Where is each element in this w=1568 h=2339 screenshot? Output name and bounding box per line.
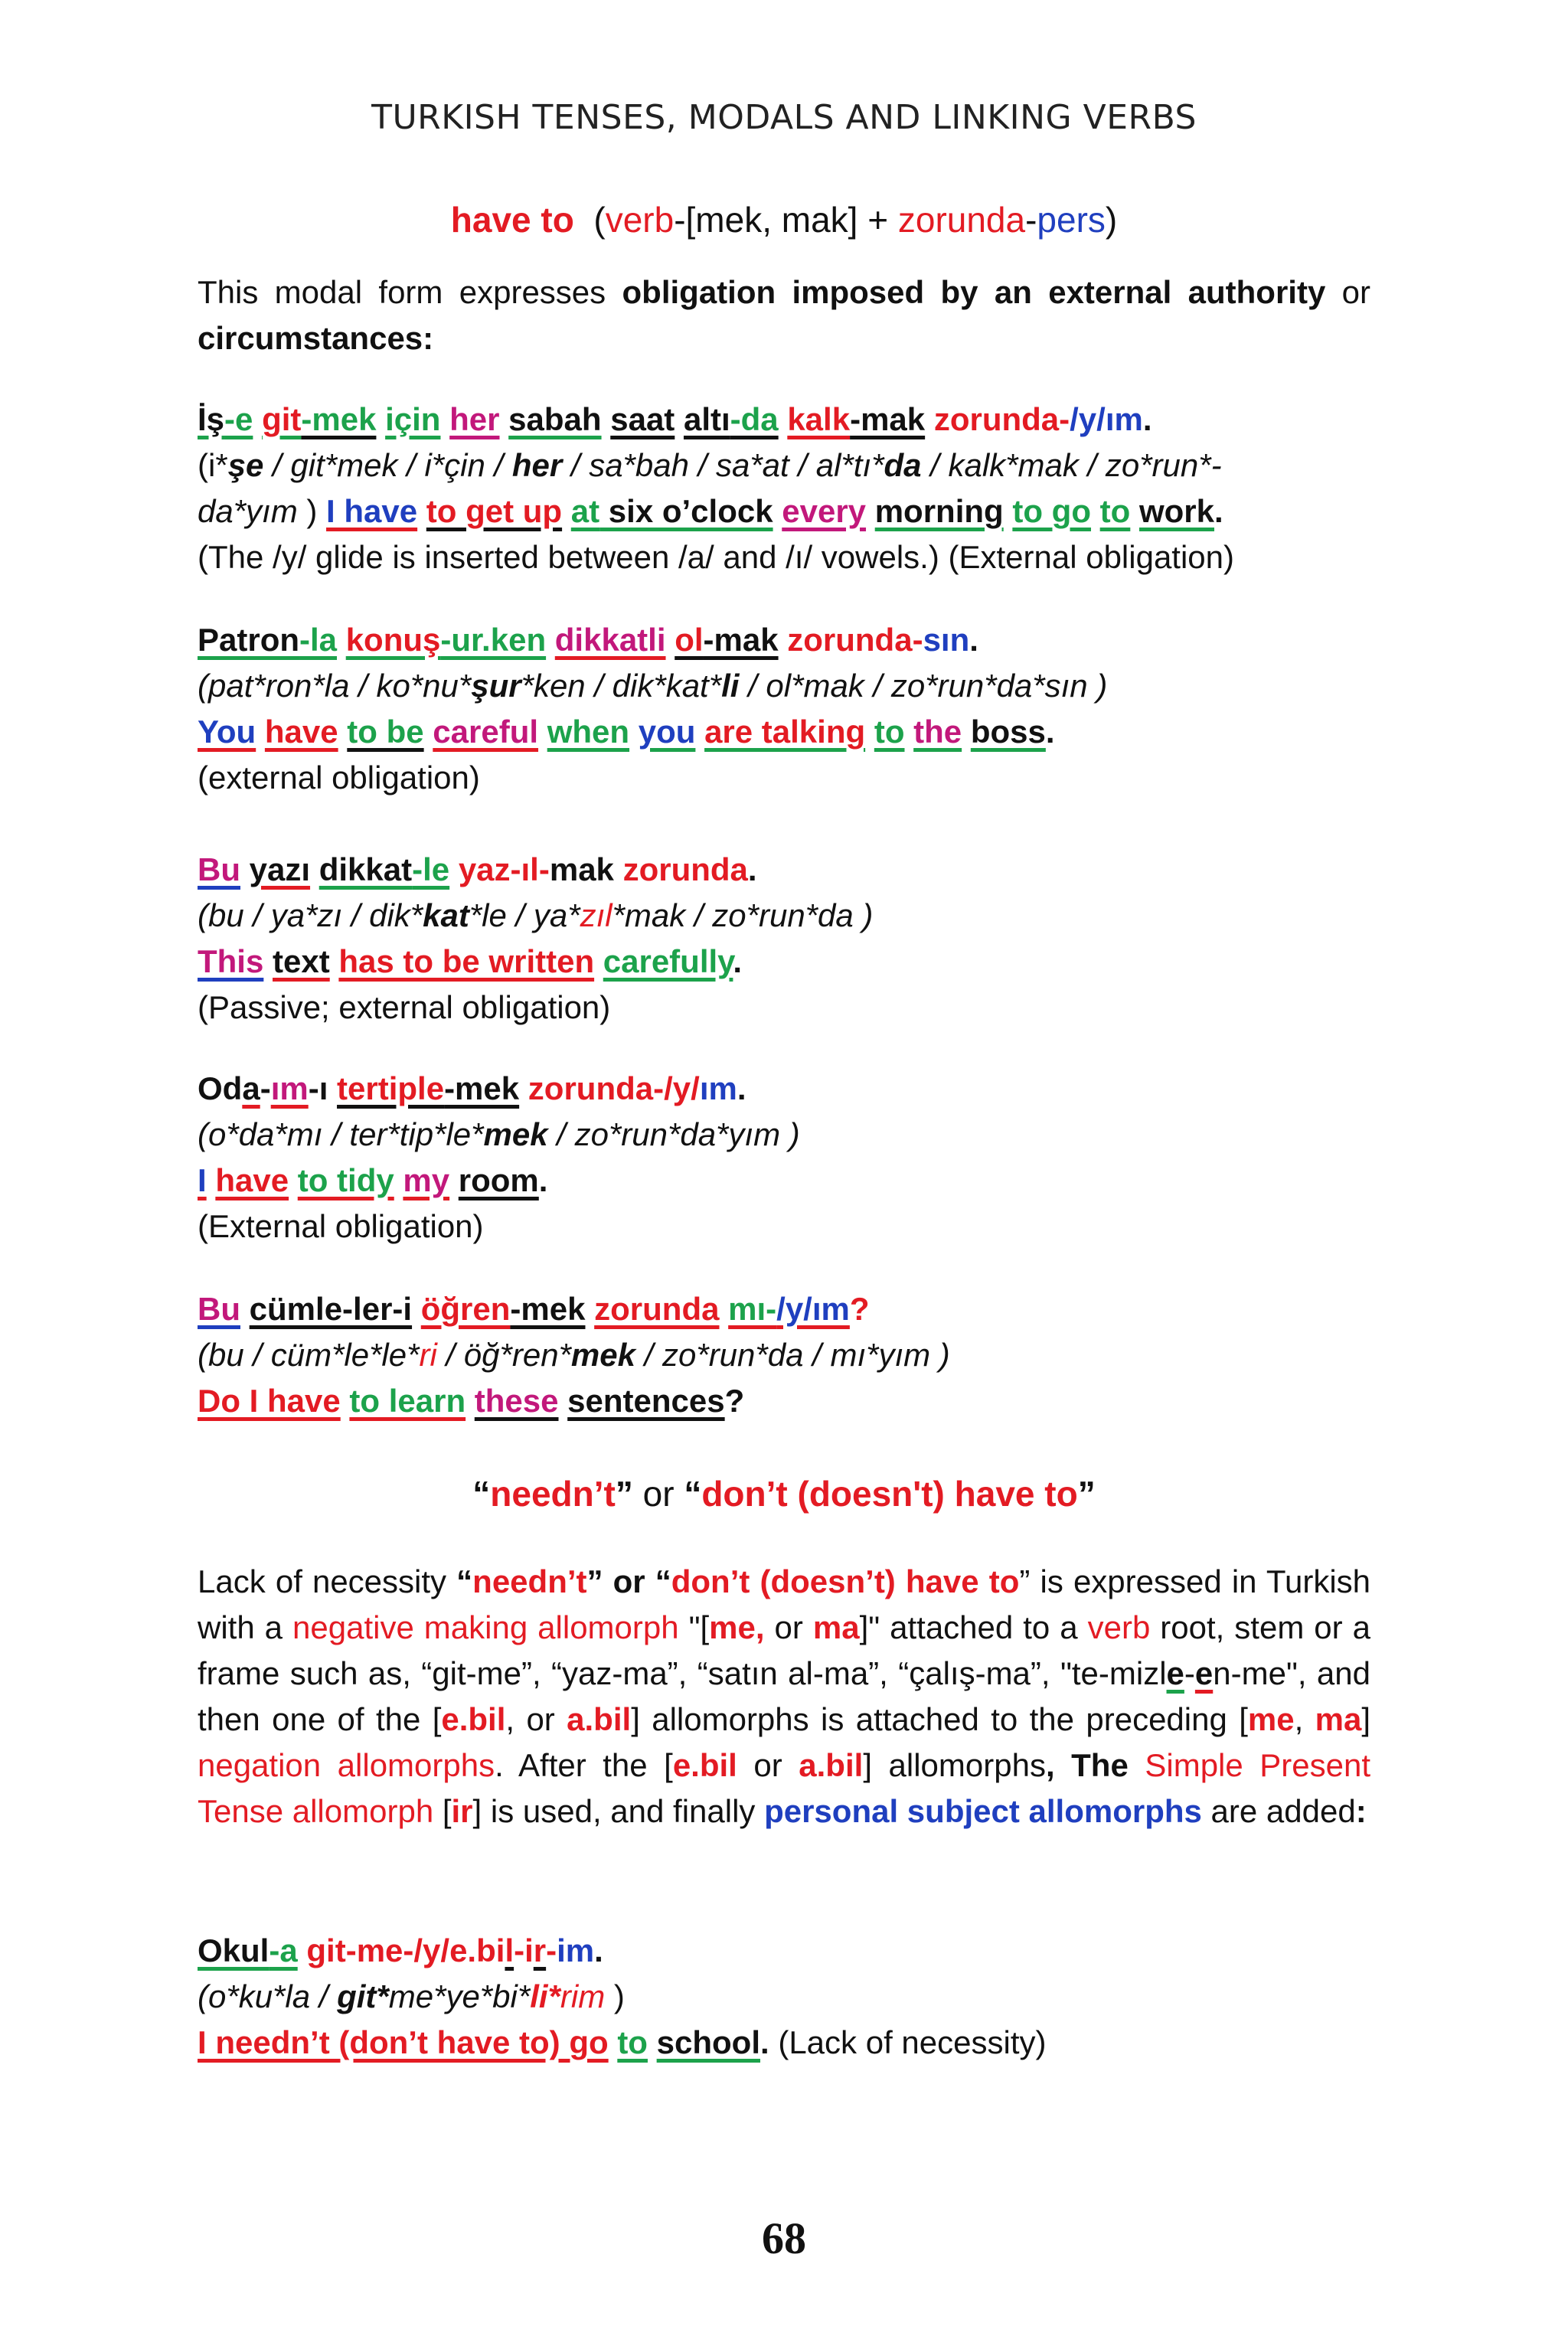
word: için <box>385 401 441 437</box>
turkish-sentence: İş-e git-mek için her sabah saat altı-da kalk-mak zorunda-/y/ım. <box>198 401 1152 437</box>
title-suffix: -[mek, mak] + <box>674 200 898 240</box>
person-suffix: /y/ım <box>1070 401 1143 437</box>
example-3 <box>198 847 1370 1031</box>
example-5 <box>198 1286 1370 1424</box>
intro-text: or <box>1325 274 1370 310</box>
title-neednt: needn’t <box>490 1474 616 1514</box>
english-translation: You have to be careful when you are talking to the boss. <box>198 714 1055 750</box>
word: altı <box>683 401 730 437</box>
example-4 <box>198 1066 1370 1250</box>
pronunciation: (o*da*mı / ter*tip*le*mek / zo*run*da*yım ) <box>198 1116 800 1152</box>
pronunciation: (i*şe / git*mek / i*çin / her / sa*bah / sa*at / al*tı*da / kalk*mak / zo*run*- da*yım ) I have to get up at six o’clock every morning to go to work. <box>198 447 1223 529</box>
turkish-sentence: Bu cümle-ler-i öğren-mek zorunda mı-/y/ım? <box>198 1291 870 1327</box>
note: (external obligation) <box>198 760 480 795</box>
note: (Passive; external obligation) <box>198 989 611 1025</box>
title-dash: - <box>1025 200 1037 240</box>
example-2 <box>198 617 1370 801</box>
pronunciation: (pat*ron*la / ko*nu*şur*ken / dik*kat*li / ol*mak / zo*run*da*sın ) <box>198 668 1108 704</box>
english-translation: I have to tidy my room. <box>198 1162 548 1198</box>
turkish-sentence: Patron-la konuş-ur.ken dikkatli ol-mak zorunda-sın. <box>198 622 978 658</box>
section-title-neednt: “needn’t” or “don’t (doesn't) have to” <box>472 1474 1096 1514</box>
section-title-have-to <box>0 199 1568 240</box>
title-verb: verb <box>605 200 675 240</box>
title-main: have to <box>450 200 574 240</box>
title-paren: ( <box>593 200 606 240</box>
turkish-sentence: Oda-ım-ı tertiple-mek zorunda-/y/ım. <box>198 1070 746 1106</box>
title-zorunda: zorunda <box>897 200 1026 240</box>
example-6 <box>198 1928 1370 2066</box>
word: her <box>449 401 500 437</box>
example-1 <box>198 397 1370 580</box>
english-translation: I needn’t (don’t have to) go to school. (Lack of necessity) <box>198 2024 1047 2060</box>
page-number: 68 <box>762 2213 806 2263</box>
word: sabah <box>508 401 602 437</box>
pronunciation: (o*ku*la / git*me*ye*bi*li*rim ) <box>198 1978 625 2014</box>
intro-bold: circumstances: <box>198 320 434 356</box>
title-paren-close: ) <box>1105 200 1118 240</box>
turkish-sentence: Bu yazı dikkat-le yaz-ıl-mak zorunda. <box>198 851 757 887</box>
word: kalk <box>787 401 851 437</box>
note: (External obligation) <box>198 1208 484 1244</box>
suffix: -e <box>224 401 253 437</box>
intro-text: This modal form expresses <box>198 274 622 310</box>
suffix: -mak <box>850 401 926 437</box>
word: İş <box>198 401 225 437</box>
word: git <box>262 401 302 437</box>
necessity-paragraph: Lack of necessity “needn’t” or “don’t (doesn’t) have to” is expressed in Turkish with a negative making allomorph "[me, or ma]" attached to a verb root, stem or a frame such as, “git-me”, “yaz-ma”, “satın al-ma”, “çalış-ma”, "te-mizle-en-me", and then one of the [e.bil, or a.bil] allomorphs is attached to the preceding [me, ma] negation allomorphs. After the [e.bil or a.bil] allomorphs, The Simple Present Tense allomorph [ir] is used, and finally personal subject allomorphs are added: <box>198 1563 1371 1829</box>
title-pers: pers <box>1037 200 1106 240</box>
modal: zorunda- <box>933 401 1070 437</box>
intro-bold: obligation imposed by an external authority <box>622 274 1326 310</box>
note: (The /y/ glide is inserted between /a/ and /ı/ vowels.) (External obligation) <box>198 539 1235 575</box>
running-header: TURKISH TENSES, MODALS AND LINKING VERBS <box>371 98 1197 137</box>
turkish-sentence: Okul-a git-me-/y/e.bil-ir-im. <box>198 1932 603 1968</box>
title-dont-have-to: don’t (doesn't) have to <box>701 1474 1078 1514</box>
english-translation: I have to get up at six o’clock every morning to go to work. <box>326 493 1223 529</box>
suffix: -da <box>730 401 779 437</box>
pronunciation: (bu / cüm*le*le*ri / öğ*ren*mek / zo*run*da / mı*yım ) <box>198 1337 950 1373</box>
english-translation: This text has to be written carefully. <box>198 943 743 979</box>
pronunciation: (bu / ya*zı / dik*kat*le / ya*zıl*mak / zo*run*da ) <box>198 897 874 933</box>
suffix: -mek <box>301 401 377 437</box>
intro-paragraph <box>198 270 1370 361</box>
english-translation: Do I have to learn these sentences? <box>198 1383 745 1419</box>
word: saat <box>610 401 675 437</box>
